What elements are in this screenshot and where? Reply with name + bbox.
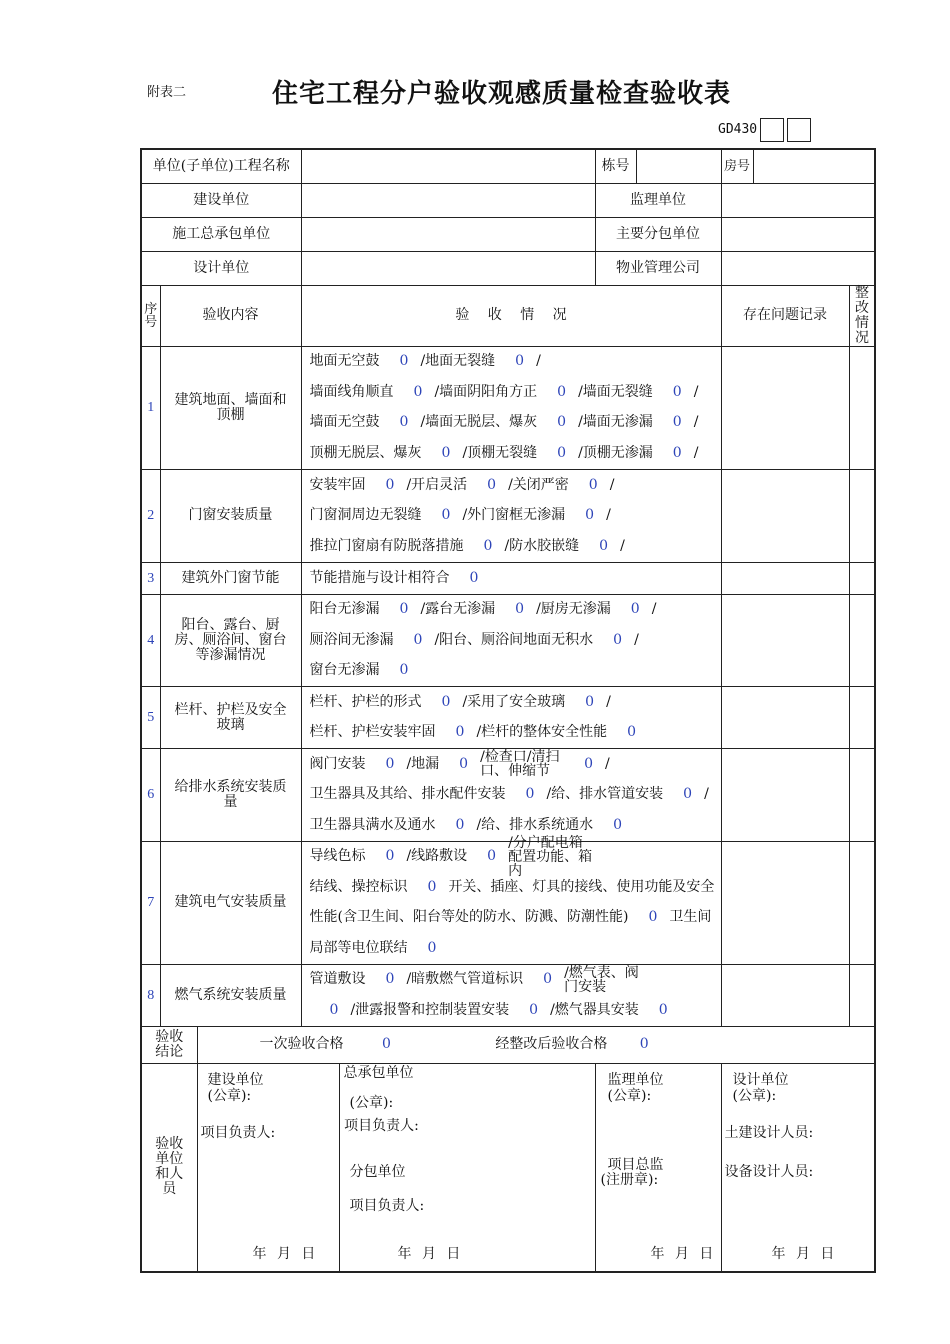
item-number: 7 [141,841,160,964]
design-unit-field[interactable] [301,251,595,285]
check-item-label: /检查口/清扫口、伸缩节 [480,749,560,780]
issues-field[interactable] [721,469,849,562]
check-item-label: / [693,383,699,400]
check-value[interactable]: 0 [557,383,567,400]
item-name: 燃气系统安装质量 [160,964,301,1026]
item-name: 门窗安装质量 [160,469,301,562]
rectify-field[interactable] [849,749,875,842]
check-item-label: /地漏 [406,755,440,772]
civil-designer: 土建设计人员: [724,1124,814,1141]
check-value[interactable]: 0 [399,662,409,679]
design-unit-label: 设计单位 [141,251,301,285]
check-item-label: 导线色标 [309,848,366,865]
item-number: 1 [141,346,160,469]
construction-unit-sign: 建设单位 [207,1071,264,1088]
first-pass-label: 一次验收合格 [259,1036,344,1052]
situation-line [310,531,717,562]
situation-line [309,834,717,879]
check-item-label: / [693,444,699,461]
issues-field[interactable] [721,687,849,749]
inspection-form [140,148,876,1273]
check-item-label: / [606,507,611,523]
supervision-unit-label: 监理单位 [595,183,721,217]
col-issues-header: 存在问题记录 [721,285,849,346]
check-item-label: /燃气表、阀门安装 [564,964,639,995]
check-item-label: 厕浴间无渗漏 [309,631,394,648]
check-item-label: /墙面无脱层、爆灰 [420,414,538,431]
main-subcontractor-field[interactable] [721,217,875,251]
check-item-label: 阀门安装 [309,755,366,772]
check-value[interactable]: 0 [588,476,598,493]
item-name: 栏杆、护栏及安全玻璃 [160,687,301,749]
construction-unit-field[interactable] [301,183,595,217]
rectify-field[interactable] [849,594,875,687]
construction-sign-cell[interactable] [197,1063,339,1272]
check-item-label: /关闭严密 [508,476,569,493]
item-row [141,687,875,749]
situation-line [310,718,717,749]
check-item-label: / [606,693,611,710]
col-rectify-header: 整改情况 [849,285,875,346]
check-item-label: 结线、操控标识 [309,878,408,895]
check-value[interactable]: 0 [672,414,682,431]
item-name: 建筑地面、墙面和顶棚 [160,346,301,469]
supervision-unit-sign: 监理单位 [607,1071,664,1088]
check-value[interactable]: 0 [543,971,553,988]
check-item-label: / [620,537,625,554]
check-value[interactable]: 0 [672,383,682,400]
item-row [141,346,875,469]
item-number: 4 [141,594,160,687]
check-value[interactable]: 0 [399,353,409,370]
check-value[interactable]: 0 [585,693,595,710]
signatures-label: 验收单位和人员 [141,1063,197,1272]
building-field[interactable] [636,149,721,183]
check-value[interactable]: 0 [459,755,469,772]
design-date: 年 月 日 [771,1245,835,1262]
supervision-sign-cell[interactable] [595,1063,721,1272]
construction-date: 年 月 日 [252,1245,316,1262]
check-item-label: 局部等电位联结 [309,939,408,956]
col-content-header: 验收内容 [160,285,301,346]
item-number: 6 [141,749,160,842]
item-situation [301,594,721,687]
check-value[interactable]: 0 [469,569,479,586]
check-value[interactable]: 0 [455,724,465,741]
construction-person: 项目负责人: [200,1124,276,1141]
check-value[interactable]: 0 [427,878,437,895]
item-row [141,749,875,842]
check-item-label: / [609,476,615,493]
conclusion-label: 验收结论 [141,1026,197,1063]
check-item-label: /墙面无渗漏 [578,414,653,431]
check-item-label: 卫生间 [669,909,712,926]
check-item-label: /露台无渗漏 [420,601,496,618]
form-code: GD430 [718,122,758,137]
check-value[interactable]: 0 [413,383,423,400]
contractor-date: 年 月 日 [397,1245,461,1262]
rectify-field[interactable] [849,469,875,562]
check-item-label: 推拉门窗扇有防脱落措施 [309,537,464,554]
supervision-seal: (公章): [607,1087,652,1104]
check-item-label: /采用了安全玻璃 [462,693,566,710]
check-value[interactable]: 0 [441,507,451,523]
check-value[interactable]: 0 [585,507,595,523]
check-item-label: /墙面阴阳角方正 [434,383,538,400]
check-value[interactable]: 0 [483,537,493,554]
col-situation-header: 验 收 情 况 [301,285,721,346]
situation-line [310,656,717,687]
item-number: 5 [141,687,160,749]
check-item-label: /开启灵活 [406,476,468,493]
rectify-field[interactable] [849,687,875,749]
contractor-seal: (公章): [349,1094,394,1111]
main-subcontractor-label: 主要分包单位 [595,217,721,251]
situation-line [310,780,717,811]
item-row [141,594,875,687]
check-item-label: /给、排水管道安装 [546,786,664,803]
situation-line [310,408,717,439]
check-item-label: / [704,786,709,803]
design-sign-cell[interactable] [721,1063,875,1272]
check-value[interactable]: 0 [441,444,451,461]
contractor-unit-sign: 总承包单位 [343,1064,414,1081]
situation-line [310,965,717,996]
situation-line [310,563,717,594]
supervision-date: 年 月 日 [650,1245,714,1262]
situation-line [310,687,717,718]
check-value[interactable]: 0 [613,816,623,833]
construction-unit-label: 建设单位 [141,183,301,217]
situation-line [310,749,717,780]
check-value[interactable]: 0 [557,444,567,461]
first-pass-checkbox[interactable]: 0 [381,1036,391,1052]
check-item-label: 墙面线角顺直 [309,383,394,400]
check-item-label: 顶棚无脱层、爆灰 [309,444,422,461]
project-name-label: 单位(子单位)工程名称 [141,149,301,183]
check-value[interactable]: 0 [441,693,451,710]
equipment-designer: 设备设计人员: [724,1163,814,1180]
building-label: 栋号 [595,149,636,183]
check-value[interactable]: 0 [399,414,409,431]
supervision-person: 项目总监 [607,1156,664,1173]
check-item-label: 性能(含卫生间、阳台等处的防水、防溅、防潮性能) [309,909,629,926]
check-item-label: 安装牢固 [309,476,366,493]
form-code-box-1[interactable] [760,118,784,142]
check-value[interactable]: 0 [455,816,465,833]
check-item-label: / [693,414,699,431]
check-item-label: 卫生器具满水及通水 [309,816,436,833]
item-situation [301,964,721,1026]
check-value[interactable]: 0 [627,724,637,741]
property-mgmt-field[interactable] [721,251,875,285]
check-item-label: 卫生器具及其给、排水配件安装 [309,786,506,803]
contractor-sign-cell[interactable] [339,1063,595,1272]
item-name: 建筑外门窗节能 [160,562,301,594]
check-item-label: / [634,631,639,648]
check-value[interactable]: 0 [613,631,623,648]
general-contractor-label: 施工总承包单位 [141,217,301,251]
contractor-person: 项目负责人: [344,1117,419,1134]
check-value[interactable]: 0 [329,1001,339,1018]
issues-field[interactable] [721,964,849,1026]
item-name: 建筑电气安装质量 [160,841,301,964]
rectify-field[interactable] [849,562,875,594]
check-item-label: 地面无空鼓 [309,353,380,370]
subcontract-person: 项目负责人: [349,1197,425,1214]
situation-line [310,625,717,656]
item-row [141,964,875,1026]
check-item-label: /暗敷燃气管道标识 [406,971,524,988]
situation-line [310,903,717,934]
check-value[interactable]: 0 [487,476,497,493]
after-rectify-checkbox[interactable]: 0 [639,1036,649,1052]
situation-line [310,438,717,469]
check-item-label: /厨房无渗漏 [536,601,611,618]
check-value[interactable]: 0 [385,476,395,493]
construction-seal: (公章): [207,1087,252,1104]
check-item-label: 墙面无空鼓 [309,414,380,431]
project-name-field[interactable] [301,149,595,183]
situation-line [310,500,717,531]
check-value[interactable]: 0 [515,601,525,618]
property-mgmt-label: 物业管理公司 [595,251,721,285]
situation-line [310,595,717,626]
check-item-label: / [605,755,610,772]
check-value[interactable]: 0 [672,444,682,461]
issues-field[interactable] [721,841,849,964]
check-value[interactable]: 0 [658,1001,668,1018]
check-value[interactable]: 0 [683,786,693,803]
check-value[interactable]: 0 [515,353,525,370]
conclusion-cell [197,1026,875,1063]
issues-field[interactable] [721,346,849,469]
situation-line [310,347,717,378]
check-value[interactable]: 0 [385,848,395,865]
check-value[interactable]: 0 [599,537,609,554]
check-item-label: 阳台无渗漏 [309,601,380,618]
check-item-label: 开关、插座、灯具的接线、使用功能及安全 [448,878,715,895]
page-title: 住宅工程分户验收观感质量检查验收表 [272,79,732,109]
item-name: 给排水系统安装质量 [160,749,301,842]
rectify-field[interactable] [849,346,875,469]
item-row [141,841,875,964]
item-situation [301,469,721,562]
item-situation [301,562,721,594]
rectify-field[interactable] [849,841,875,964]
item-name: 阳台、露台、厨房、厕浴间、窗台等渗漏情况 [160,594,301,687]
design-seal: (公章): [732,1087,777,1104]
issues-field[interactable] [721,749,849,842]
check-item-label: 窗台无渗漏 [309,662,380,679]
check-item-label: / [651,601,657,618]
check-item-label: 栏杆、护栏的形式 [309,693,422,710]
item-number: 2 [141,469,160,562]
check-item-label: /阳台、厕浴间地面无积水 [434,631,594,648]
item-row [141,469,875,562]
item-situation [301,346,721,469]
design-unit-sign: 设计单位 [732,1071,789,1088]
item-number: 3 [141,562,160,594]
check-item-label: /顶棚无裂缝 [462,444,538,461]
check-value[interactable]: 0 [413,631,423,648]
room-label: 房号 [721,149,753,183]
check-item-label: /分户配电箱配置功能、箱内 [508,834,593,879]
situation-line [310,933,717,964]
check-item-label: /给、排水系统通水 [476,816,594,833]
check-value[interactable]: 0 [427,939,437,956]
situation-line [310,470,717,501]
check-item-label: /泄露报警和控制装置安装 [350,1001,510,1018]
item-situation [301,834,721,964]
check-value[interactable]: 0 [385,755,395,772]
col-seq-header: 序号 [141,285,160,346]
check-value[interactable]: 0 [385,971,395,988]
check-value[interactable]: 0 [399,601,409,618]
check-item-label: /防水胶嵌缝 [504,537,580,554]
issues-field[interactable] [721,562,849,594]
check-item-label: / [536,353,541,370]
check-value[interactable]: 0 [529,1001,539,1018]
after-rectify-label: 经整改后验收合格 [495,1036,608,1052]
check-item-label: /地面无裂缝 [420,353,496,370]
check-item-label: 门窗洞周边无裂缝 [309,507,422,523]
check-item-label: /线路敷设 [406,848,468,865]
check-item-label: /外门窗框无渗漏 [462,507,566,523]
item-situation [301,687,721,749]
check-item-label: /栏杆的整体安全性能 [476,724,608,741]
room-field[interactable] [753,149,875,183]
item-number: 8 [141,964,160,1026]
rectify-field[interactable] [849,964,875,1026]
form-code-box-2[interactable] [787,118,811,142]
supervision-person-seal: (注册章): [600,1171,659,1188]
situation-line [310,995,717,1026]
check-value[interactable]: 0 [487,848,497,865]
check-item-label: 栏杆、护栏安装牢固 [309,724,436,741]
check-item-label: 节能措施与设计相符合 [309,569,450,586]
check-item-label: /顶棚无渗漏 [578,444,653,461]
situation-line [310,377,717,408]
supervision-unit-field[interactable] [721,183,875,217]
check-value[interactable]: 0 [630,601,640,618]
check-value[interactable]: 0 [525,786,535,803]
check-value[interactable]: 0 [557,414,567,431]
check-value[interactable]: 0 [584,755,593,772]
check-value[interactable]: 0 [648,909,658,926]
issues-field[interactable] [721,594,849,687]
attachment-label: 附表二 [147,85,187,100]
check-item-label: /墙面无裂缝 [578,383,653,400]
check-item-label: /燃气器具安装 [550,1001,639,1018]
check-item-label: 管道敷设 [309,971,366,988]
item-row [141,562,875,594]
subcontract-unit: 分包单位 [349,1163,406,1180]
general-contractor-field[interactable] [301,217,595,251]
item-situation [301,749,721,842]
